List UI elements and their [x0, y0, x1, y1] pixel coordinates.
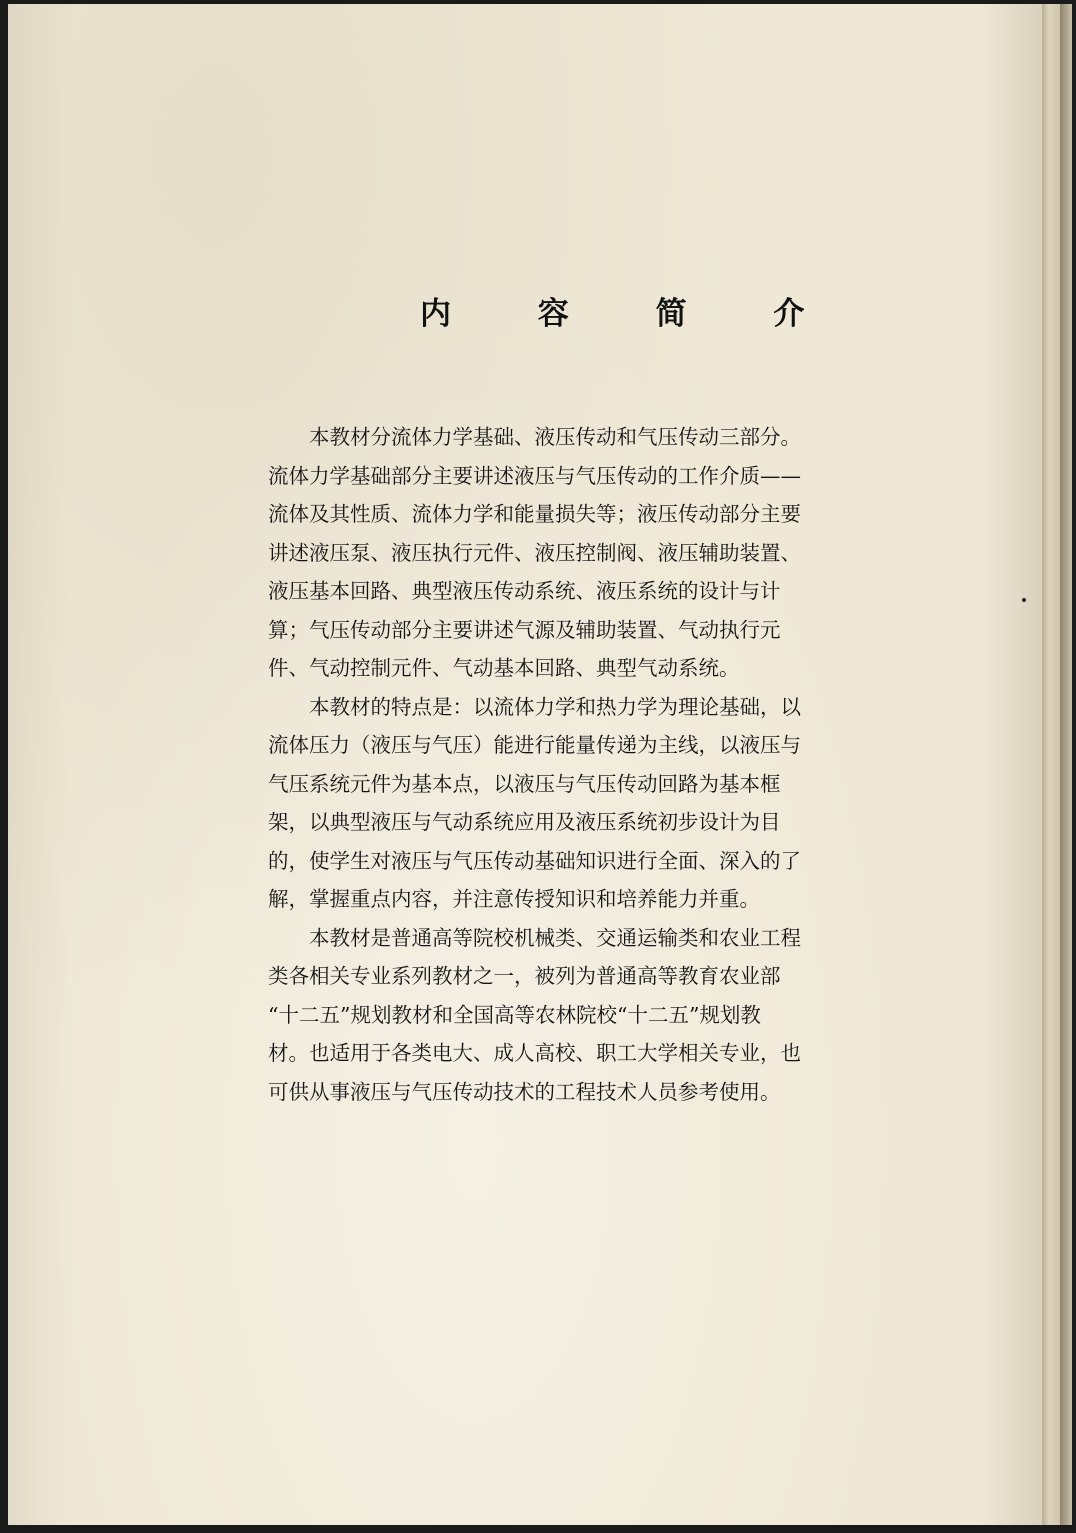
text-line: 算；气压传动部分主要讲述气源及辅助装置、气动执行元	[268, 617, 781, 642]
text-line: 类各相关专业系列教材之一，被列为普通高等教育农业部	[268, 964, 781, 988]
page-edge-shadow	[1042, 4, 1060, 1525]
text-line: 液压基本回路、典型液压传动系统、液压系统的设计与计	[268, 579, 781, 603]
text-line: “十二五”规划教材和全国高等农林院校“十二五”规划教	[268, 1002, 761, 1027]
text-line: 讲述液压泵、液压执行元件、液压控制阀、液压辅助装置、	[268, 540, 801, 565]
text-line: 流体及其性质、流体力学和能量损失等；液压传动部分主要	[268, 502, 801, 526]
text-line: 架，以典型液压与气动系统应用及液压系统初步设计为目	[268, 810, 781, 834]
paragraph-1	[268, 418, 838, 688]
text-line: 本教材分流体力学基础、液压传动和气压传动三部分。	[309, 425, 801, 449]
text-line: 解，掌握重点内容，并注意传授知识和培养能力并重。	[268, 887, 760, 911]
paragraph-2	[268, 688, 838, 919]
scan-speck	[1022, 598, 1026, 602]
text-line: 件、气动控制元件、气动基本回路、典型气动系统。	[268, 656, 740, 680]
text-line: 流体力学基础部分主要讲述液压与气压传动的工作介质——	[268, 463, 801, 488]
text-line: 气压系统元件为基本点，以液压与气压传动回路为基本框	[268, 771, 781, 796]
text-line: 本教材的特点是：以流体力学和热力学为理论基础，以	[309, 694, 801, 719]
content-summary-body	[268, 418, 838, 1111]
text-line: 材。也适用于各类电大、成人高校、职工大学相关专业，也	[268, 1041, 801, 1065]
page-title: 内 容 简 介	[420, 296, 843, 332]
text-line: 的，使学生对液压与气压传动基础知识进行全面、深入的了	[268, 848, 801, 873]
text-line: 本教材是普通高等院校机械类、交通运输类和农业工程	[309, 925, 801, 950]
paragraph-3	[268, 919, 838, 1112]
page-edge-outer	[1060, 4, 1072, 1525]
text-line: 可供从事液压与气压传动技术的工程技术人员参考使用。	[268, 1079, 781, 1104]
text-line: 流体压力（液压与气压）能进行能量传递为主线，以液压与	[268, 733, 801, 757]
